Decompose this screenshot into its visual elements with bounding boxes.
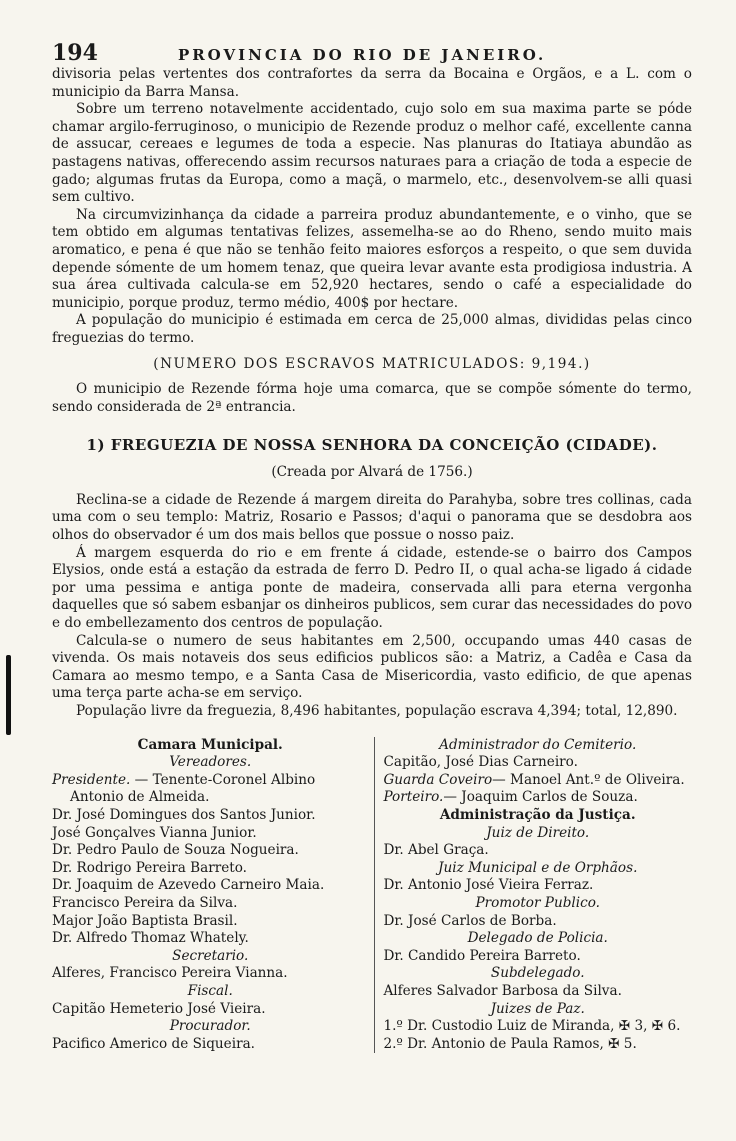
vereador-entry: Dr. Alfredo Thomaz Whately. bbox=[52, 930, 249, 947]
page bbox=[52, 40, 692, 1053]
juiz-direito-entry: Dr. Abel Graça. bbox=[383, 842, 489, 859]
juizes-paz-heading: Juizes de Paz. bbox=[490, 1000, 585, 1017]
promotor-entry: Dr. José Carlos de Borba. bbox=[383, 912, 557, 929]
paragraph: divisoria pelas vertentes dos contrafortes da serra da Bocaina e Orgãos, e a L. com o municipio da Barra Mansa. bbox=[52, 66, 692, 100]
presidente-entry bbox=[52, 772, 368, 807]
procurador-entry: Pacifico Americo de Siqueira. bbox=[52, 1035, 256, 1052]
guarda-entry bbox=[383, 772, 692, 790]
officials-columns bbox=[52, 737, 692, 1054]
procurador-heading: Procurador. bbox=[169, 1018, 251, 1035]
fiscal-entry: Capitão Hemeterio José Vieira. bbox=[52, 1000, 266, 1017]
running-title: PROVINCIA DO RIO DE JANEIRO. bbox=[177, 46, 547, 64]
presidente-name: — Tenente-Coronel Albino Antonio de Almeida. bbox=[70, 771, 316, 806]
administrador-heading: Administrador do Cemiterio. bbox=[439, 736, 637, 753]
paragraph: Á margem esquerda do rio e em frente á cidade, estende-se o bairro dos Campos Elysios, onde está a estação da estrada de ferro D. Pedro II, o qual acha-se ligado á cidade por uma pessima e antiga ponte de madeira, conservada alli para eterna vergonha daquelles que só sabem esbanjar os dinheiros publicos, sem curar das necessidades do povo e do embellezamento dos centros de população. bbox=[52, 544, 692, 632]
porteiro-entry bbox=[383, 789, 692, 807]
juiz-paz-entry: 2.º Dr. Antonio de Paula Ramos, ✠ 5. bbox=[383, 1035, 637, 1052]
secretario-heading: Secretario. bbox=[172, 947, 249, 964]
camara-column bbox=[52, 737, 375, 1054]
presidente-label: Presidente. bbox=[52, 771, 131, 788]
guarda-label: Guarda Coveiro bbox=[383, 771, 493, 788]
slaves-note: (NUMERO DOS ESCRAVOS MATRICULADOS: 9,194.) bbox=[153, 355, 591, 372]
porteiro-label: Porteiro. bbox=[383, 789, 444, 806]
paragraph: Reclina-se a cidade de Rezende á margem direita do Parahyba, sobre tres collinas, cada uma com o seu templo: Matriz, Rosario e Passos; d'aqui o panorama que se desdobra aos olhos do observador é um dos mais bellos que possue o nosso paiz. bbox=[52, 491, 692, 544]
paragraph: Sobre um terreno notavelmente accidentado, cujo solo em sua maxima parte se póde chamar argilo-ferruginoso, o municipio de Rezende produz o melhor café, excellente canna de assucar, cereaes e legumes de toda a especie. Nas planuras do Itatiaya abundão as pastagens nativas, offerecendo assim recursos naturaes para a criação de toda a especie de gado; algumas frutas da Europa, como a maçã, o marmelo, etc., desenvolvem-se alli quasi sem cultivo. bbox=[52, 101, 692, 206]
delegado-entry: Dr. Candido Pereira Barreto. bbox=[383, 947, 581, 964]
vereador-entry: Francisco Pereira da Silva. bbox=[52, 894, 238, 911]
vereador-entry: Dr. Rodrigo Pereira Barreto. bbox=[52, 859, 247, 876]
running-head bbox=[52, 40, 692, 66]
vereador-entry: Dr. Joaquim de Azevedo Carneiro Maia. bbox=[52, 877, 325, 894]
juiz-municipal-entry: Dr. Antonio José Vieira Ferraz. bbox=[383, 877, 594, 894]
juiz-direito-heading: Juiz de Direito. bbox=[486, 824, 590, 841]
section-title: 1) FREGUEZIA DE NOSSA SENHORA DA CONCEIÇÃO (CIDADE). bbox=[86, 436, 658, 455]
justica-title: Administração da Justiça. bbox=[439, 806, 636, 823]
paragraph: A população do municipio é estimada em cerca de 25,000 almas, divididas pelas cinco freguezias do termo. bbox=[52, 312, 692, 346]
population-summary: População livre da freguezia, 8,496 habitantes, população escrava 4,394; total, 12,890. bbox=[76, 703, 678, 719]
subdelegado-entry: Alferes Salvador Barbosa da Silva. bbox=[383, 982, 622, 999]
body-text bbox=[52, 66, 692, 721]
margin-mark bbox=[6, 655, 11, 735]
page-number: 194 bbox=[52, 40, 98, 66]
subdelegado-heading: Subdelegado. bbox=[490, 965, 585, 982]
delegado-heading: Delegado de Policia. bbox=[467, 930, 608, 947]
creation-note: (Creada por Alvará de 1756.) bbox=[271, 464, 473, 481]
vereadores-heading: Vereadores. bbox=[169, 754, 252, 771]
porteiro-name: — Joaquim Carlos de Souza. bbox=[443, 789, 638, 806]
camara-title: Camara Municipal. bbox=[137, 736, 283, 753]
promotor-heading: Promotor Publico. bbox=[475, 894, 600, 911]
fiscal-heading: Fiscal. bbox=[187, 982, 233, 999]
secretario-entry: Alferes, Francisco Pereira Vianna. bbox=[52, 965, 288, 982]
comarca-paragraph: O municipio de Rezende fórma hoje uma comarca, que se compõe sómente do termo, sendo considerada de 2ª entrancia. bbox=[52, 381, 692, 415]
vereador-entry: Dr. Pedro Paulo de Souza Nogueira. bbox=[52, 842, 299, 859]
juiz-municipal-heading: Juiz Municipal e de Orphãos. bbox=[438, 859, 638, 876]
administrador-entry: Capitão, José Dias Carneiro. bbox=[383, 754, 578, 771]
paragraph: Na circumvizinhança da cidade a parreira produz abundantemente, e o vinho, que se tem obtido em algumas tentativas felizes, assemelha-se ao do Rheno, sendo muito mais aromatico, e pena é que não se tenhão feito maiores esforços a respeito, o que sem duvida depende sómente de um homem tenaz, que queira levar avante esta prodigiosa industria. A sua área cultivada calcula-se em 52,920 hectares, sendo o café a especialidade do municipio, porque produz, termo médio, 400$ por hectare. bbox=[52, 206, 692, 311]
justice-column bbox=[375, 737, 692, 1054]
paragraph: Calcula-se o numero de seus habitantes em 2,500, occupando umas 440 casas de vivenda. Os mais notaveis dos seus edificios publicos são: a Matriz, a Cadêa e Casa da Camara ao mesmo tempo, e a Santa Casa de Misericordia, vasto edificio, de que apenas uma terça parte acha-se em serviço. bbox=[52, 632, 692, 702]
vereador-entry: José Gonçalves Vianna Junior. bbox=[52, 824, 257, 841]
vereador-entry: Dr. José Domingues dos Santos Junior. bbox=[52, 806, 316, 823]
vereador-entry: Major João Baptista Brasil. bbox=[52, 912, 238, 929]
juiz-paz-entry: 1.º Dr. Custodio Luiz de Miranda, ✠ 3, ✠ 6. bbox=[383, 1018, 681, 1035]
guarda-name: — Manoel Ant.º de Oliveira. bbox=[492, 771, 685, 788]
